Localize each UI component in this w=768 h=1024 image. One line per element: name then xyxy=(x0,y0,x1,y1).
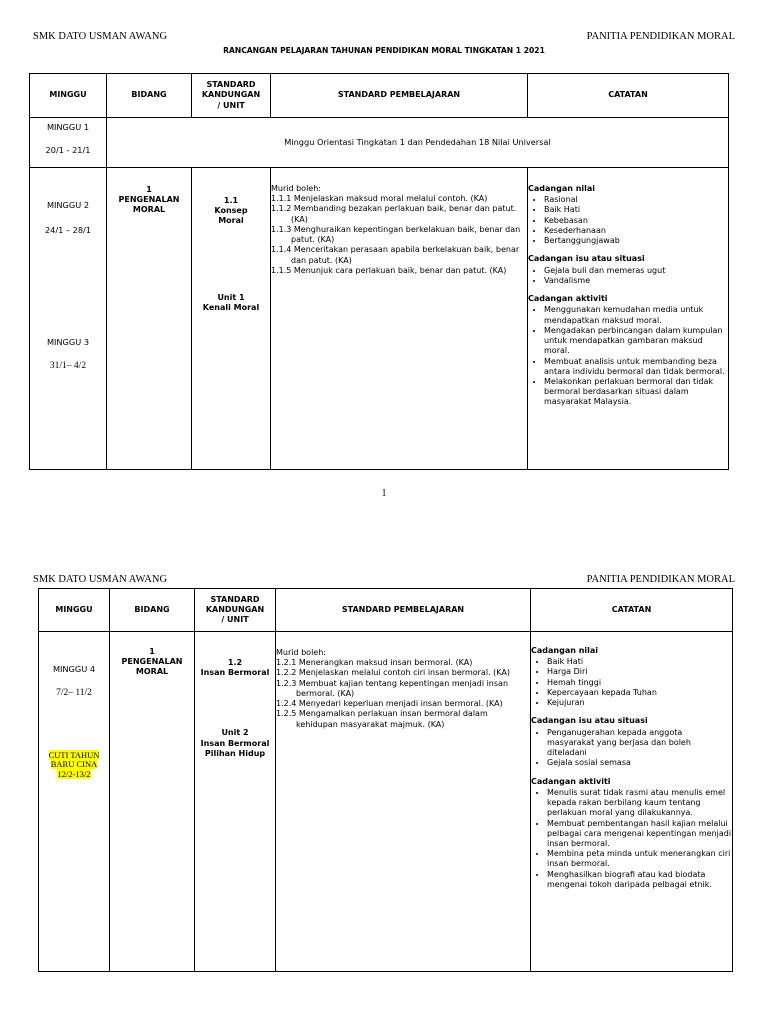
list-item: • Gejala buli dan memeras ugut xyxy=(544,266,728,276)
sp-item: 1.2.4 Menyedari keperluan menjadi insan bermoral. (KA) xyxy=(276,699,503,709)
bidang-label: MORAL xyxy=(135,667,169,677)
week-dates: 24/1 – 28/1 xyxy=(44,224,92,235)
col-header-standard-kandungan xyxy=(192,74,271,118)
sk-header-line-1: STANDARD xyxy=(206,80,256,90)
panel-name: PANITIA PENDIDIKAN MORAL xyxy=(586,574,735,585)
week-cell xyxy=(39,632,110,972)
sk-header-line-3: / UNIT xyxy=(217,100,245,110)
bidang-cell xyxy=(110,632,195,972)
aktiviti-heading: Cadangan aktiviti xyxy=(531,776,611,786)
list-item: • Vandalisme xyxy=(544,276,728,286)
sk-number: 1.2 xyxy=(227,658,243,667)
aktiviti-list xyxy=(531,788,732,890)
standard-pembelajaran-cell xyxy=(271,168,528,470)
list-item: • Melakonkan perlakuan bermoral dan tidak bermoral berdasarkan situasi dalam masyarakat Malaysia. xyxy=(544,377,728,408)
nilai-heading: Cadangan nilai xyxy=(531,646,599,655)
sp-item: 1.1.3 Menghuraikan kepentingan berkelakuan baik, benar dan patut. (KA) xyxy=(271,224,521,245)
sp-item: 1.2.1 Menerangkan maksud insan bermoral. (KA) xyxy=(276,658,473,668)
list-item: • Kejujuran xyxy=(547,698,732,708)
content-row xyxy=(39,632,733,972)
unit-title: Insan Bermoral xyxy=(200,738,270,748)
col-header-bidang: BIDANG xyxy=(110,589,195,632)
week-label: MINGGU 3 xyxy=(46,337,90,347)
sp-intro: Murid boleh: xyxy=(276,648,326,657)
sk-title: Insan Bermoral xyxy=(200,668,270,678)
sp-item: 1.1.5 Menunjuk cara perlakuan baik, benar dan patut. (KA) xyxy=(271,265,507,275)
sp-item: 1.2.5 Mengamalkan perlakuan insan bermoral dalam kehidupan masyarakat majmuk. (KA) xyxy=(276,709,488,729)
list-item: • Harga Diri xyxy=(547,667,732,677)
list-item: • Baik Hati xyxy=(544,205,728,215)
bidang-label: PENGENALAN xyxy=(121,657,183,667)
holiday-line: CUTI TAHUN xyxy=(48,749,100,760)
isu-list xyxy=(531,728,732,769)
aktiviti-list xyxy=(528,305,728,407)
week-cell xyxy=(30,118,107,168)
list-item: • Kebebasan xyxy=(544,216,728,226)
list-item: • Menghasilkan biografi atau kad biodata mengenai tokoh daripada pelbagai etnik. xyxy=(547,870,732,890)
orientation-row xyxy=(30,118,729,168)
list-item: • Bertanggungjawab xyxy=(544,236,728,246)
sk-header-line-1: STANDARD xyxy=(210,594,260,604)
list-item: • Membuat pembentangan hasil kajian melalui pelbagai cara mengenai kepentingan menjadi insan bermoral. xyxy=(547,819,732,850)
sp-item: 1.1.2 Membanding bezakan perlakuan baik, benar dan patut. (KA) xyxy=(271,204,517,224)
standard-pembelajaran-cell xyxy=(276,632,531,972)
bidang-label: MORAL xyxy=(132,205,166,215)
list-item: • Penganugerahan kepada anggota masyarakat yang berjasa dan boleh diteladani xyxy=(547,728,732,759)
plan-table-page-1 xyxy=(29,73,729,470)
col-header-standard-kandungan xyxy=(195,589,276,632)
bidang-number: 1 xyxy=(146,185,152,194)
week-dates: 7/2– 11/2 xyxy=(56,687,92,698)
orientation-text: Minggu Orientasi Tingkatan 1 dan Pendedahan 18 Nilai Universal xyxy=(107,118,729,168)
week-cell xyxy=(30,168,107,470)
content-row xyxy=(30,168,729,470)
panel-name: PANITIA PENDIDIKAN MORAL xyxy=(586,31,735,42)
week-dates: 20/1 - 21/1 xyxy=(45,144,91,155)
unit-title: Kenali Moral xyxy=(202,302,260,312)
list-item: • Kesederhanaan xyxy=(544,226,728,236)
catatan-cell xyxy=(528,168,729,470)
page-number: 1 xyxy=(381,488,387,499)
sk-number: 1.1 xyxy=(223,196,239,205)
sk-header-line-2: KANDUNGAN xyxy=(205,604,265,614)
unit-number: Unit 2 xyxy=(221,728,249,738)
sk-title: Konsep xyxy=(214,206,248,216)
holiday-line: BARU CINA xyxy=(50,759,98,770)
list-item: • Gejala sosial semasa xyxy=(547,758,732,768)
sp-item: 1.1.1 Menjelaskan maksud moral melalui contoh. (KA) xyxy=(271,194,488,204)
table-header-row xyxy=(30,74,729,118)
sp-item: 1.2.3 Membuat kajian tentang kepentingan menjadi insan bermoral. (KA) xyxy=(276,678,509,698)
list-item: • Hemah tinggi xyxy=(547,678,732,688)
week-label: MINGGU 2 xyxy=(46,200,90,210)
list-item: • Kepercayaan kepada Tuhan xyxy=(547,688,732,698)
isu-heading: Cadangan isu atau situasi xyxy=(531,716,648,726)
holiday-dates: 12/2-13/2 xyxy=(57,769,91,780)
list-item: • Menulis surat tidak rasmi atau menulis emel kepada rakan berbilang kaum tentang perlakuan moral yang dilakukannya. xyxy=(547,788,732,819)
bidang-cell xyxy=(107,168,192,470)
sp-item: 1.1.4 Menceritakan perasaan apabila berkelakuan baik, benar dan patut. (KA) xyxy=(271,245,520,265)
list-item: • Membina peta minda untuk menerangkan ciri insan bermoral. xyxy=(547,849,732,869)
sk-header-line-2: KANDUNGAN xyxy=(201,90,261,100)
col-header-minggu: MINGGU xyxy=(39,589,110,632)
document-title: RANCANGAN PELAJARAN TAHUNAN PENDIDIKAN MORAL TINGKATAN 1 2021 xyxy=(223,46,545,55)
week-label: MINGGU 4 xyxy=(52,664,96,674)
week-dates: 31/1– 4/2 xyxy=(49,360,87,371)
standard-kandungan-cell xyxy=(195,632,276,972)
isu-heading: Cadangan isu atau situasi xyxy=(528,254,645,264)
school-name: SMK DATO USMAN AWANG xyxy=(33,31,168,42)
list-item: • Membuat analisis untuk membanding beza antara individu bermoral dan tidak bermoral. xyxy=(544,357,728,377)
isu-list xyxy=(528,266,728,286)
list-item: • Mengadakan perbincangan dalam kumpulan untuk mendapatkan gambaran maksud moral. xyxy=(544,326,728,357)
catatan-cell xyxy=(531,632,733,972)
standard-kandungan-cell xyxy=(192,168,271,470)
bidang-number: 1 xyxy=(149,647,155,656)
sk-header-line-3: / UNIT xyxy=(221,615,249,625)
unit-title: Pilihan Hidup xyxy=(204,748,266,758)
nilai-list xyxy=(528,195,728,246)
sp-item: 1.2.2 Menjelaskan melalui contoh ciri insan bermoral. (KA) xyxy=(276,668,510,678)
col-header-bidang: BIDANG xyxy=(107,74,192,118)
list-item: • Menggunakan kemudahan media untuk mendapatkan maksud moral. xyxy=(544,305,728,325)
col-header-minggu: MINGGU xyxy=(30,74,107,118)
plan-table-page-2 xyxy=(38,588,733,972)
bidang-label: PENGENALAN xyxy=(118,195,180,205)
aktiviti-heading: Cadangan aktiviti xyxy=(528,294,608,304)
week-label: MINGGU 1 xyxy=(46,122,90,132)
unit-number: Unit 1 xyxy=(217,292,245,302)
table-header-row xyxy=(39,589,733,632)
col-header-catatan: CATATAN xyxy=(531,589,733,632)
sp-intro: Murid boleh: xyxy=(271,184,321,193)
school-name: SMK DATO USMAN AWANG xyxy=(33,574,168,585)
sk-title: Moral xyxy=(218,216,244,226)
col-header-standard-pembelajaran: STANDARD PEMBELAJARAN xyxy=(276,589,531,632)
list-item: • Baik Hati xyxy=(547,657,732,667)
nilai-list xyxy=(531,657,732,708)
nilai-heading: Cadangan nilai xyxy=(528,184,596,193)
list-item: • Rasional xyxy=(544,195,728,205)
col-header-standard-pembelajaran: STANDARD PEMBELAJARAN xyxy=(271,74,528,118)
col-header-catatan: CATATAN xyxy=(528,74,729,118)
holiday-note xyxy=(39,751,109,780)
